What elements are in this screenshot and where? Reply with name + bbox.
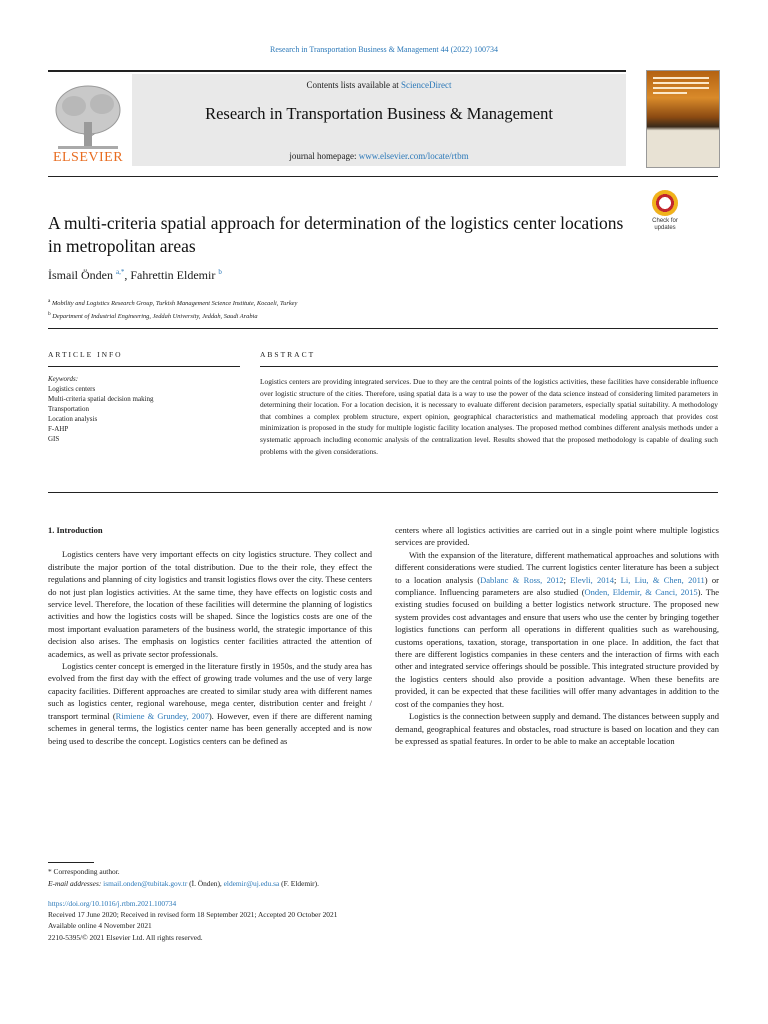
body-paragraph <box>395 549 719 710</box>
copyright-line: 2210-5395/© 2021 Elsevier Ltd. All rights reserved. <box>48 932 203 942</box>
text-run: ; <box>613 574 621 585</box>
check-for-updates-label: Check for updates <box>652 218 678 231</box>
article-info-rule <box>48 366 240 367</box>
citation-link[interactable]: Li, Liu, & Chen, 2011 <box>620 574 705 585</box>
email-owner: (İ. Önden), <box>187 879 224 889</box>
check-for-updates-badge[interactable] <box>648 190 682 232</box>
email-link[interactable]: eldemir@uj.edu.sa <box>223 879 280 889</box>
abstract-text: Logistics centers are providing integrated services. Due to they are the central points of the logistics activities, these facilities have considerable influence over logistic structure of the cities. Therefore, using spatial data is a way to use the power of the data science instead of considering limited parameters in determining their location. For a location decision, it is necessary to evaluate different decision parameters, especially spatial suitability. A methodology that combines a complex problem structure, expert opinion, geographical characteristics and mathematical modeling approach that provides cost minimization is proposed in the study for multiple logistic facility location analyses. The proposed method combines different analysis methods under a systematic approach including economic analysis of the centralization level. Results showed that the proposed methodology is capable of dealing such problems with the given considerations. <box>260 377 718 456</box>
keyword-item: F-AHP <box>48 425 69 433</box>
journal-homepage-link[interactable]: www.elsevier.com/locate/rtbm <box>358 151 469 161</box>
running-head[interactable]: Research in Transportation Business & Management 44 (2022) 100734 <box>270 45 498 54</box>
text-run: With the expansion of the literature, different mathematical approaches and solutions with different considerations were studied. The current logistics center literature has been a subject to a location analysis ( <box>395 549 719 585</box>
abstract-bottom-rule <box>48 492 718 493</box>
author-name[interactable]: Fahrettin Eldemir <box>130 268 216 282</box>
citation-link[interactable]: Elevli, 2014 <box>570 574 614 585</box>
affiliation-line <box>48 309 297 322</box>
affiliation-line <box>48 296 297 309</box>
author-name[interactable]: İsmail Önden <box>48 268 113 282</box>
homepage-line <box>132 151 626 161</box>
cover-title-lines <box>653 77 709 97</box>
corresponding-author-note: * Corresponding author. <box>48 867 120 876</box>
keyword-item: Multi-criteria spatial decision making <box>48 395 154 403</box>
affiliation-mark: a <box>48 298 51 304</box>
keyword-item: Logistics centers <box>48 385 96 393</box>
sciencedirect-link[interactable]: ScienceDirect <box>401 80 452 90</box>
citation-link[interactable]: Onden, Eldemir, & Canci, 2015 <box>584 587 698 598</box>
citation-link[interactable]: Rimiene & Grundey, 2007 <box>115 710 209 721</box>
citation-link[interactable]: Dablanc & Ross, 2012 <box>480 574 564 585</box>
check-for-updates-icon <box>652 190 678 216</box>
affiliation-mark: b <box>48 311 51 318</box>
body-paragraph <box>48 660 372 747</box>
elsevier-wordmark: ELSEVIER <box>52 150 124 165</box>
author-affiliation-marks[interactable]: a,* <box>116 268 125 276</box>
section-heading-introduction: 1. Introduction <box>48 525 103 535</box>
contents-prefix: Contents lists available at <box>306 80 401 90</box>
affiliations <box>48 296 297 322</box>
abstract-heading: ABSTRACT <box>260 350 316 359</box>
masthead-bottom-rule <box>48 176 718 177</box>
text-run: ; <box>563 574 571 585</box>
email-label: E-mail addresses: <box>48 879 102 889</box>
email-owner: (F. Eldemir). <box>279 879 319 889</box>
keywords-block <box>48 374 238 444</box>
body-column-right <box>395 524 719 747</box>
keyword-item: Transportation <box>48 405 89 413</box>
publication-info <box>48 898 337 943</box>
email-addresses <box>48 878 708 890</box>
online-date: Available online 4 November 2021 <box>48 921 152 931</box>
body-paragraph: centers where all logistics activities are carried out in a single point where multiple logistics services are provided. <box>395 525 719 548</box>
article-title: A multi-criteria spatial approach for determination of the logistics center locations in metropolitan areas <box>48 213 624 256</box>
abstract-rule <box>260 366 718 367</box>
text-run: Logistics center concept is emerged in the literature firstly in 1950s, and the study area has evolved from the first day with the effect of growing trade volumes and the use of very large capacity facilities. Different approaches are created to similar study area with different names such as logistics center, regional warehouse, mega center, distribution center and freight / transport terminal ( <box>48 661 372 721</box>
journal-title: Research in Transportation Business & Management <box>205 104 553 123</box>
footnotes <box>48 866 708 890</box>
contents-line <box>132 80 626 90</box>
body-paragraph: Logistics centers have very important effects on city logistics structure. They collect and distribute the major portion of the total distribution. Due to the their role, they effect the regulations and planning of city logistics and transit logistics flows over the city. These centers do not just plan logistics activities. At the same time, they have effects on logistic costs and service level. Therefore, the location of these facilities will determine the planning of logistics activities and how the logistics costs will be shaped. Since the logistics costs are one of the most important evaluation parameters of the business world, the strategic importance of this decision also arises. The emphasis on logistics center facilities attracted the attention of academics, as well as private sector professionals. <box>48 549 372 659</box>
received-dates: Received 17 June 2020; Received in revised form 18 September 2021; Accepted 20 October 2021 <box>48 910 338 920</box>
masthead-top-rule <box>48 70 626 72</box>
keyword-item: Location analysis <box>48 415 98 423</box>
footnote-rule <box>48 862 94 863</box>
affiliation-rule <box>48 328 718 329</box>
journal-cover-thumbnail[interactable] <box>646 70 720 168</box>
text-run: ). The existing studies focused on building a better logistics network structure. The proposed new system provides cost advantages and ensure that users who use the center by bringing together logistics functions can perform all operations in different qualities such as warehousing, customs operations, taxation, storage, transportation in one place. In addition, the fact that there are different logistics companies in these centers and the interaction of firms with each other and integrated service offerings should be possible. This integrated structure provided by the logistics centers should also provide a position advantage. When these benefits are provided, it can be expected that these facilities will offer many advantages in addition to the cost of the companies they host. <box>395 587 719 709</box>
body-paragraph: Logistics is the connection between supply and demand. The distances between supply and demand, geographical features and obstacles, road structure is based on location and they can be expressed as spatial features. In order to be able to make an acceptable location <box>395 711 719 746</box>
keywords-label: Keywords: <box>48 375 79 383</box>
homepage-prefix: journal homepage: <box>289 151 359 161</box>
text-run: ). However, even if there are different naming schemes in general terms, the logistics center name has been generally accepted and is now being used to describe the concept. Logistics centers can be defined as <box>48 710 372 746</box>
author-affiliation-marks[interactable]: b <box>218 268 222 276</box>
affiliation-text: Department of Industrial Engineering, Jeddah University, Jeddah, Saudi Arabia <box>52 313 258 321</box>
doi-link[interactable]: https://doi.org/10.1016/j.rtbm.2021.100734 <box>48 899 177 908</box>
email-link[interactable]: ismail.onden@tubitak.gov.tr <box>103 879 188 889</box>
journal-masthead <box>132 74 626 166</box>
affiliation-text: Mobility and Logistics Research Group, Turkish Management Science Institute, Kocaeli, Turkey <box>51 300 298 308</box>
author-list: İsmail Önden $^{a,*}$, Fahrettin Eldemir $^b$ <box>48 268 222 282</box>
keyword-item: GIS <box>48 435 60 443</box>
article-info-heading: ARTICLE INFO <box>48 350 123 359</box>
body-column-left <box>48 524 372 747</box>
text-run: ) or compliance. Influencing parameters are also studied ( <box>395 574 719 598</box>
